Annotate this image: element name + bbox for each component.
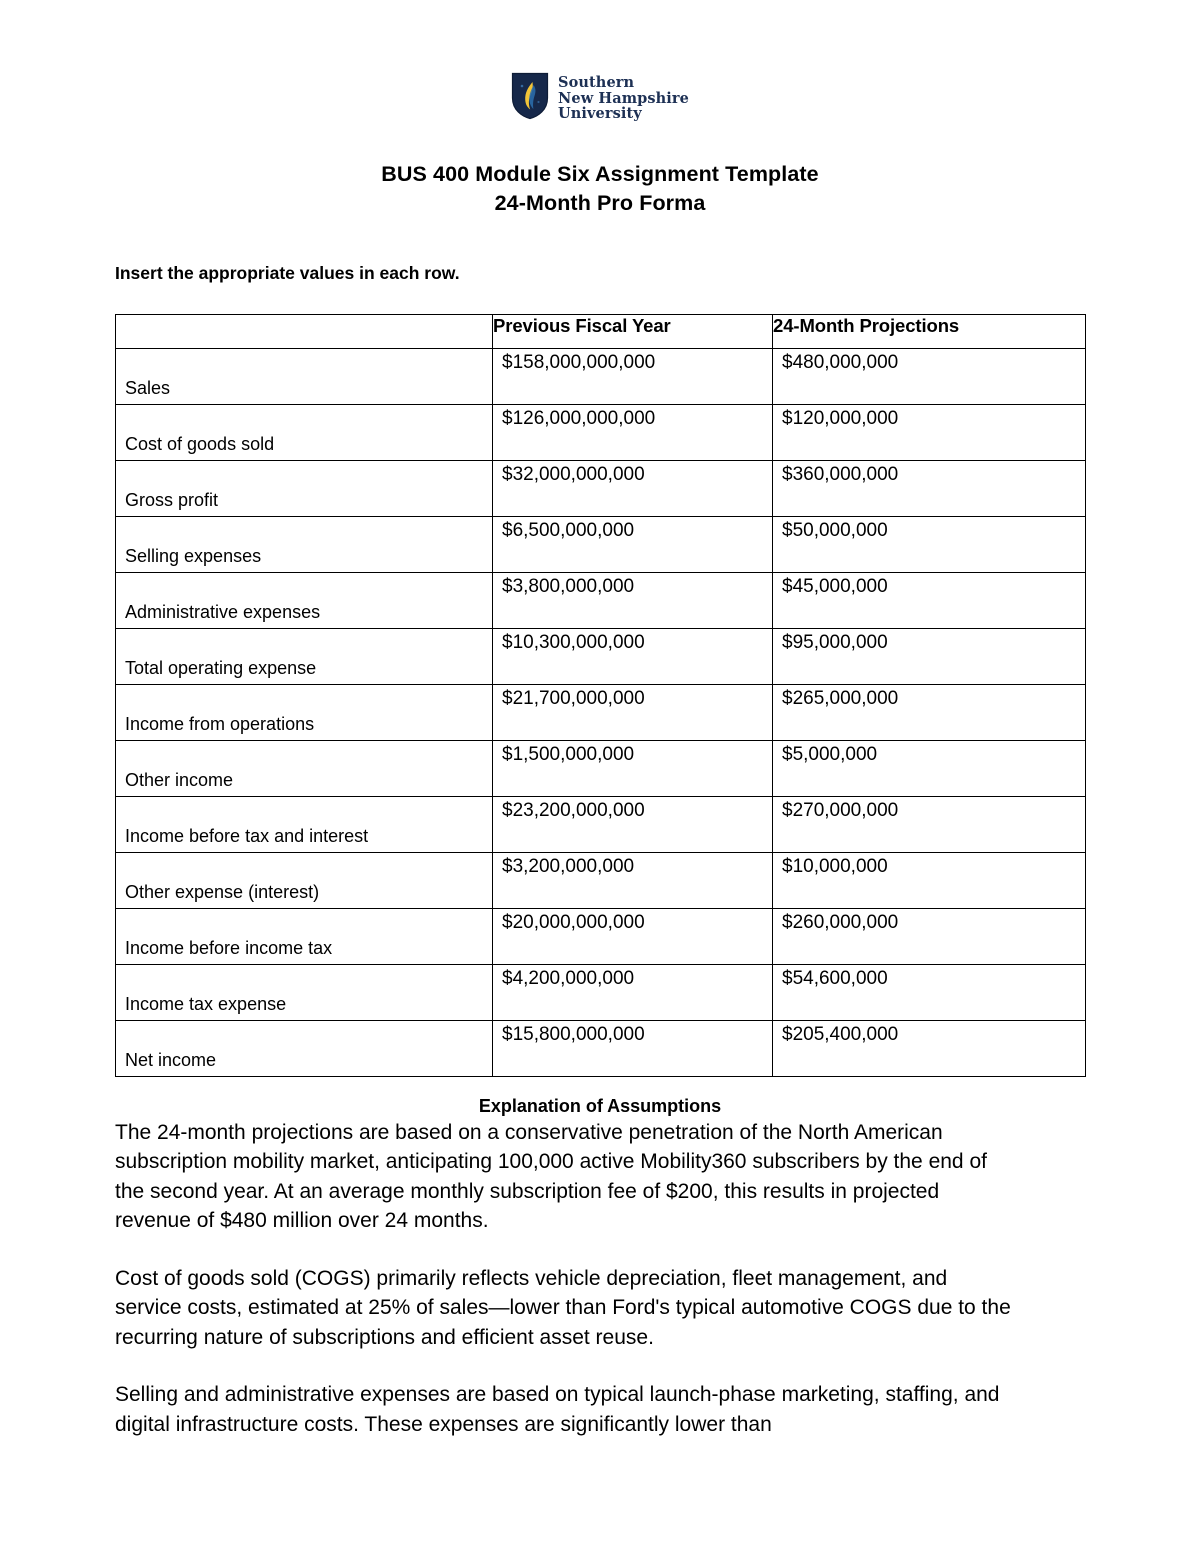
previous-value: $3,200,000,000 <box>502 855 635 877</box>
instruction-text: Insert the appropriate values in each row. <box>115 262 460 283</box>
projection-value-cell[interactable] <box>773 572 1086 628</box>
projection-value-cell[interactable] <box>773 740 1086 796</box>
row-label: Other income <box>125 769 234 790</box>
projection-value-cell[interactable] <box>773 460 1086 516</box>
projection-value-cell[interactable] <box>773 908 1086 964</box>
previous-value-cell[interactable] <box>493 1020 773 1076</box>
previous-value: $10,300,000,000 <box>502 631 645 653</box>
previous-value-cell[interactable] <box>493 740 773 796</box>
table-row <box>116 796 1086 852</box>
university-logo <box>115 0 1085 122</box>
projection-value: $50,000,000 <box>782 519 888 541</box>
previous-value: $32,000,000,000 <box>502 463 645 485</box>
row-label-cell <box>116 516 493 572</box>
row-label-cell <box>116 460 493 516</box>
previous-value: $15,800,000,000 <box>502 1023 645 1045</box>
projection-value-cell[interactable] <box>773 684 1086 740</box>
logo-line-3: University <box>558 105 642 122</box>
explanation-heading: Explanation of Assumptions <box>478 1095 722 1116</box>
row-label: Income tax expense <box>125 993 287 1014</box>
previous-value-cell[interactable] <box>493 796 773 852</box>
table-row <box>116 404 1086 460</box>
projection-value: $265,000,000 <box>782 687 899 709</box>
explanation-paragraph-3: Selling and administrative expenses are based on typical launch-phase marketing, staffing, and digital infrastructure costs. These expenses are significantly lower than <box>115 1383 1000 1436</box>
row-label: Cost of goods sold <box>125 433 275 454</box>
logo-line-1: Southern <box>558 74 635 91</box>
row-label-cell <box>116 572 493 628</box>
table-row <box>116 348 1086 404</box>
projection-value-cell[interactable] <box>773 516 1086 572</box>
table-row <box>116 516 1086 572</box>
previous-value-cell[interactable] <box>493 572 773 628</box>
projection-value: $54,600,000 <box>782 967 888 989</box>
previous-value-cell[interactable] <box>493 684 773 740</box>
row-label: Income before tax and interest <box>125 825 369 846</box>
row-label-cell <box>116 404 493 460</box>
page-title: BUS 400 Module Six Assignment Template <box>381 161 819 186</box>
row-label: Sales <box>125 377 171 398</box>
page-subtitle: 24-Month Pro Forma <box>494 190 706 215</box>
projection-value: $260,000,000 <box>782 911 899 933</box>
table-row <box>116 964 1086 1020</box>
previous-value-cell[interactable] <box>493 348 773 404</box>
previous-value-cell[interactable] <box>493 628 773 684</box>
column-header-blank <box>116 314 493 348</box>
shield-icon <box>511 72 549 120</box>
logo-inner <box>511 72 689 122</box>
previous-value-cell[interactable] <box>493 460 773 516</box>
previous-value-cell[interactable] <box>493 404 773 460</box>
table-header <box>116 314 1086 348</box>
table-row <box>116 628 1086 684</box>
projection-value: $5,000,000 <box>782 743 878 765</box>
projection-value: $360,000,000 <box>782 463 899 485</box>
row-label: Income from operations <box>125 713 315 734</box>
previous-value: $23,200,000,000 <box>502 799 645 821</box>
explanation-paragraph-2: Cost of goods sold (COGS) primarily reflects vehicle depreciation, fleet management, and service costs, estimated at 25% of sales—lower than Ford's typical automotive COGS due to the recurring nature of subscriptions and efficient asset reuse. <box>115 1266 1011 1349</box>
previous-value: $4,200,000,000 <box>502 967 635 989</box>
table-row <box>116 908 1086 964</box>
logo-line-2: New Hampshire <box>558 89 689 107</box>
table-row <box>116 1020 1086 1076</box>
pro-forma-table <box>115 314 1086 1077</box>
previous-value: $20,000,000,000 <box>502 911 645 933</box>
table-row <box>116 460 1086 516</box>
projection-value-cell[interactable] <box>773 628 1086 684</box>
projection-value-cell[interactable] <box>773 964 1086 1020</box>
projection-value-cell[interactable] <box>773 348 1086 404</box>
table-row <box>116 852 1086 908</box>
projection-value: $45,000,000 <box>782 575 888 597</box>
row-label: Administrative expenses <box>125 601 321 622</box>
projection-value: $270,000,000 <box>782 799 899 821</box>
previous-value-cell[interactable] <box>493 516 773 572</box>
projection-value-cell[interactable] <box>773 796 1086 852</box>
row-label-cell <box>116 348 493 404</box>
previous-value: $6,500,000,000 <box>502 519 635 541</box>
previous-value: $126,000,000,000 <box>502 407 656 429</box>
table-body <box>116 348 1086 1076</box>
row-label-cell <box>116 1020 493 1076</box>
previous-value: $1,500,000,000 <box>502 743 635 765</box>
previous-value: $158,000,000,000 <box>502 351 656 373</box>
row-label-cell <box>116 628 493 684</box>
projection-value: $120,000,000 <box>782 407 899 429</box>
previous-value-cell[interactable] <box>493 964 773 1020</box>
row-label-cell <box>116 964 493 1020</box>
table-row <box>116 740 1086 796</box>
projection-value: $205,400,000 <box>782 1023 899 1045</box>
previous-value-cell[interactable] <box>493 908 773 964</box>
row-label-cell <box>116 796 493 852</box>
previous-value: $21,700,000,000 <box>502 687 645 709</box>
row-label-cell <box>116 852 493 908</box>
row-label-cell <box>116 684 493 740</box>
previous-value-cell[interactable] <box>493 852 773 908</box>
explanation-paragraph-1: The 24-month projections are based on a conservative penetration of the North American subscription mobility market, anticipating 100,000 active Mobility360 subscribers by the end of the second year. At an average monthly subscription fee of $200, this results in projected revenue of $480 million over 24 months. <box>115 1120 987 1232</box>
row-label-cell <box>116 908 493 964</box>
column-header-24-month-projections: 24-Month Projections <box>773 314 1086 348</box>
logo-wordmark <box>558 72 689 122</box>
row-label-cell <box>116 740 493 796</box>
row-label: Other expense (interest) <box>125 881 320 902</box>
row-label: Gross profit <box>125 489 219 510</box>
projection-value-cell[interactable] <box>773 1020 1086 1076</box>
table-header-row <box>116 314 1086 348</box>
row-label: Income before income tax <box>125 937 333 958</box>
table-row <box>116 684 1086 740</box>
projection-value: $480,000,000 <box>782 351 899 373</box>
previous-value: $3,800,000,000 <box>502 575 635 597</box>
column-header-previous-fiscal-year: Previous Fiscal Year <box>493 314 773 348</box>
projection-value: $10,000,000 <box>782 855 888 877</box>
row-label: Selling expenses <box>125 545 262 566</box>
projection-value: $95,000,000 <box>782 631 888 653</box>
table-row <box>116 572 1086 628</box>
row-label: Total operating expense <box>125 657 317 678</box>
projection-value-cell[interactable] <box>773 404 1086 460</box>
projection-value-cell[interactable] <box>773 852 1086 908</box>
row-label: Net income <box>125 1049 217 1070</box>
